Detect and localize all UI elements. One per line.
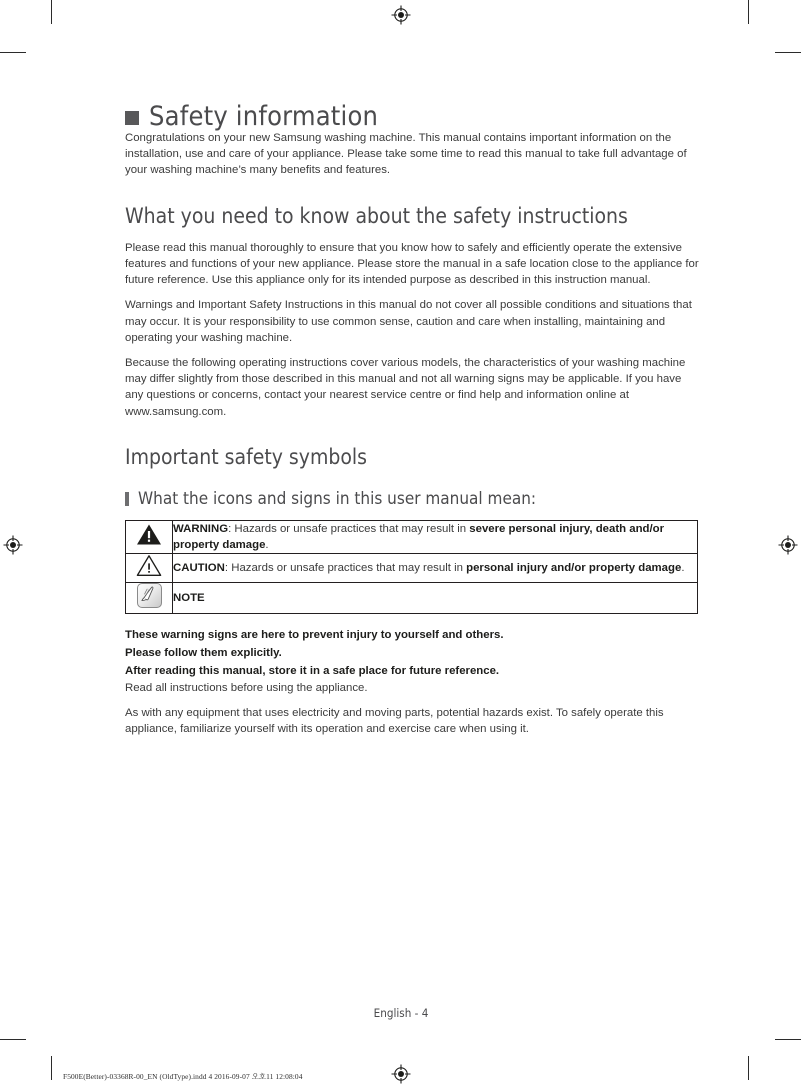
warning-text-before: : Hazards or unsafe practices that may result in <box>228 522 470 535</box>
warning-emphasis: severe personal injury, death and/or property damage <box>173 522 665 551</box>
section-heading-safety-instructions: What you need to know about the safety instructions <box>125 203 628 228</box>
statement-line-3: After reading this manual, store it in a safe place for future reference. <box>125 664 500 677</box>
note-label: NOTE <box>173 591 205 604</box>
safety-paragraph-2: Warnings and Important Safety Instructions in this manual do not cover all possible conditions and situations that may occur. It is your responsibility to use common sense, caution and care when installing, maintaining and operating your washing machine. <box>125 299 692 344</box>
safety-paragraph-3: Because the following operating instructions cover various models, the characteristics of your washing machine may differ slightly from those described in this manual and not all warning signs may be applicable. If you have any questions or concerns, contact your nearest service centre or find help and information online at www.samsung.com. <box>125 356 686 418</box>
caution-emphasis: personal injury and/or property damage <box>466 561 682 574</box>
page-title-text: Safety information <box>149 101 379 132</box>
bar-bullet-icon <box>125 492 129 506</box>
warning-triangle-filled-icon <box>136 523 162 546</box>
crop-mark-right-bottom <box>775 1039 801 1040</box>
crop-mark-bottom-right <box>748 1056 749 1080</box>
crop-mark-top-left <box>51 0 52 24</box>
intro-paragraph: Congratulations on your new Samsung washing machine. This manual contains important information on the installation, use and care of your appliance. Please take some time to read this manual to take full advantage of your washing machine’s many benefits and features. <box>125 132 687 177</box>
print-imprint-line: F500E(Better)-03368R-00_EN (OldType).indd 4 2016-09-07 오호11 12:08:04 <box>63 1072 303 1081</box>
note-description-cell <box>173 582 698 613</box>
page-number: English - 4 <box>373 1006 429 1020</box>
section-heading-important-safety-symbols: Important safety symbols <box>125 444 367 469</box>
caution-description-cell <box>173 553 698 582</box>
crop-mark-right-top <box>775 52 801 53</box>
square-bullet-icon <box>125 111 139 125</box>
safety-symbols-table <box>125 520 698 614</box>
registration-target-icon-bottom <box>391 1064 411 1084</box>
page-content <box>125 0 700 746</box>
table-row <box>126 553 698 582</box>
crop-mark-left-bottom <box>0 1039 26 1040</box>
table-row <box>126 520 698 553</box>
warning-text-after: . <box>265 538 269 551</box>
registration-target-icon-left <box>3 535 23 555</box>
caution-label: CAUTION <box>173 561 225 574</box>
note-pencil-icon <box>137 583 162 608</box>
safety-paragraph-1: Please read this manual thoroughly to ensure that you know how to safely and efficiently operate the extensive features and functions of your new appliance. Please store the manual in a safe location close to the appliance for future reference. Use this appliance only for its intended purpose as described in this instruction manual. <box>125 241 699 287</box>
page-title <box>125 103 700 130</box>
caution-text-after: . <box>681 561 685 574</box>
crop-mark-bottom-left <box>51 1056 52 1080</box>
closing-paragraph-2: As with any equipment that uses electricity and moving parts, potential hazards exist. To safely operate this appliance, familiarize yourself with its operation and exercise care when using it. <box>125 707 664 736</box>
warning-statements <box>125 626 700 680</box>
subsection-heading-icon-meanings <box>125 488 700 509</box>
registration-target-icon-right <box>778 535 798 555</box>
statement-line-2: Please follow them explicitly. <box>125 646 282 659</box>
crop-mark-left-top <box>0 52 26 53</box>
note-icon-cell <box>126 582 173 613</box>
table-row <box>126 582 698 613</box>
warning-label: WARNING <box>173 522 229 535</box>
statement-line-1: These warning signs are here to prevent injury to yourself and others. <box>125 628 504 641</box>
crop-mark-top-right <box>748 0 749 24</box>
caution-icon-cell <box>126 553 173 582</box>
warning-icon-cell <box>126 520 173 553</box>
caution-text-before: : Hazards or unsafe practices that may result in <box>224 561 467 574</box>
warning-description-cell <box>173 520 698 553</box>
subsection-heading-text: What the icons and signs in this user manual mean: <box>138 488 537 509</box>
caution-triangle-outline-icon <box>136 554 162 577</box>
closing-paragraph-1: Read all instructions before using the appliance. <box>125 681 368 694</box>
